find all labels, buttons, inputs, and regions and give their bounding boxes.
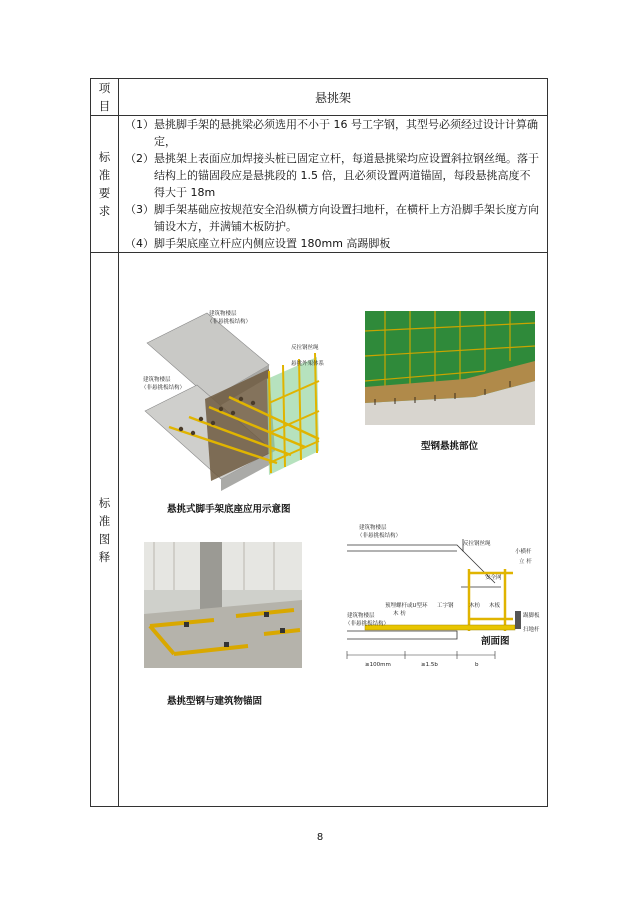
kick-board-shape <box>515 611 521 629</box>
fig4-floor-bottom-sub: （非悬挑板结构） <box>345 621 390 627</box>
fig1-bottom-floor-label: 建筑物楼层 <box>143 377 171 383</box>
fig4-floor-top-label: 建筑物楼层 <box>359 525 387 531</box>
requirement-number: （4） <box>125 237 154 250</box>
figures-label: 标准图释 <box>98 495 111 564</box>
fig4-net-label: 安全网 <box>485 575 502 581</box>
header-row <box>91 79 548 116</box>
spec-table <box>90 78 548 807</box>
fig4-dim3-label: b <box>475 662 479 668</box>
requirement-number: （2） <box>125 152 154 165</box>
fig1-rope-label: 反拉钢丝绳 <box>291 345 319 351</box>
fig4-pole-label: 立 杆 <box>519 559 532 565</box>
fig4-caption: 剖面图 <box>481 636 510 647</box>
figures-area <box>119 253 548 806</box>
requirement-item-1 <box>125 116 541 150</box>
fig1-isometric-diagram <box>141 303 341 493</box>
figures-label-cell <box>91 253 119 807</box>
fig1-caption: 悬挑式脚手架底座应用示意图 <box>167 504 291 515</box>
fig4-ibeam-label: 工字钢 <box>437 603 454 609</box>
fig4-small-bar-label: 小横杆 <box>515 549 532 555</box>
fig1-top-floor-label: 建筑物楼层 <box>209 311 237 317</box>
header-title: 悬挑架 <box>314 90 351 105</box>
requirement-text: 悬挑架上表面应加焊接头桩已固定立杆，每道悬挑梁均应设置斜拉钢丝绳。落于结构上的锚固段应是悬挑段的 1.5 倍，且必须设置两道锚固，每段悬挑高度不得大于 18m <box>154 152 539 199</box>
requirements-label-cell <box>91 116 119 253</box>
requirement-item-3 <box>125 201 541 235</box>
requirement-text: 悬挑脚手架的悬挑梁必须选用不小于 16 号工字钢，其型号必须经过设计计算确定， <box>154 118 538 148</box>
fig3-caption: 悬挑型钢与建筑物锚固 <box>167 696 263 707</box>
fig4-section-drawing <box>345 521 545 671</box>
figures-row <box>91 253 548 807</box>
fig4-floor-top-sub: （非悬挑板结构） <box>357 533 402 539</box>
fig4-wood1-label: 木 枋 <box>393 611 406 617</box>
figures-content-cell <box>119 253 548 807</box>
back-wall <box>144 542 302 590</box>
requirements-label: 标准要求 <box>98 150 111 218</box>
requirement-number: （3） <box>125 203 154 216</box>
header-col1-cell <box>91 79 119 116</box>
fig4-floor-bottom-label: 建筑物楼层 <box>347 613 375 619</box>
requirement-text: 脚手架基础应按规范安全沿纵横方向设置扫地杆，在横杆上方沿脚手架长度方向铺设木方，并满铺木板防护。 <box>154 203 539 233</box>
fig4-sweep-label: 扫地杆 <box>523 627 540 633</box>
requirements-row <box>91 116 548 253</box>
fig4-dim2-label: ≥1.5b <box>421 662 438 668</box>
requirements-list <box>119 116 547 252</box>
fig4-kick-label: 踢脚板 <box>523 613 540 619</box>
requirement-item-2 <box>125 150 541 201</box>
fig1-frame-label: 悬挑外架体系 <box>291 361 325 367</box>
dimension-lines <box>347 651 495 659</box>
fig4-wood3-label: 木板 <box>489 603 501 609</box>
fig4-rope-label: 反拉钢丝绳 <box>463 541 491 547</box>
fig1-top-floor-sub: （非悬挑板结构） <box>207 319 252 325</box>
fig4-wood2-label: 木枋 <box>469 603 481 609</box>
requirements-content-cell <box>119 116 548 253</box>
requirement-item-4 <box>125 235 541 252</box>
fig3-photo <box>144 542 302 668</box>
fig4-anchor-label: 预埋螺杆或U型环 <box>385 603 428 609</box>
page-number: 8 <box>316 832 324 843</box>
header-title-cell <box>119 79 548 116</box>
fig2-photo <box>365 311 535 425</box>
requirement-text: 脚手架底座立杆应内侧应设置 180mm 高踢脚板 <box>154 237 391 250</box>
safety-net-shape <box>267 357 319 475</box>
header-col1-label: 项目 <box>98 81 111 113</box>
fig1-bottom-floor-sub: （非悬挑板结构） <box>141 385 186 391</box>
fig2-caption: 型钢悬挑部位 <box>421 441 479 452</box>
requirement-number: （1） <box>125 118 154 131</box>
fig4-dim1-label: ≥100mm <box>365 662 391 668</box>
